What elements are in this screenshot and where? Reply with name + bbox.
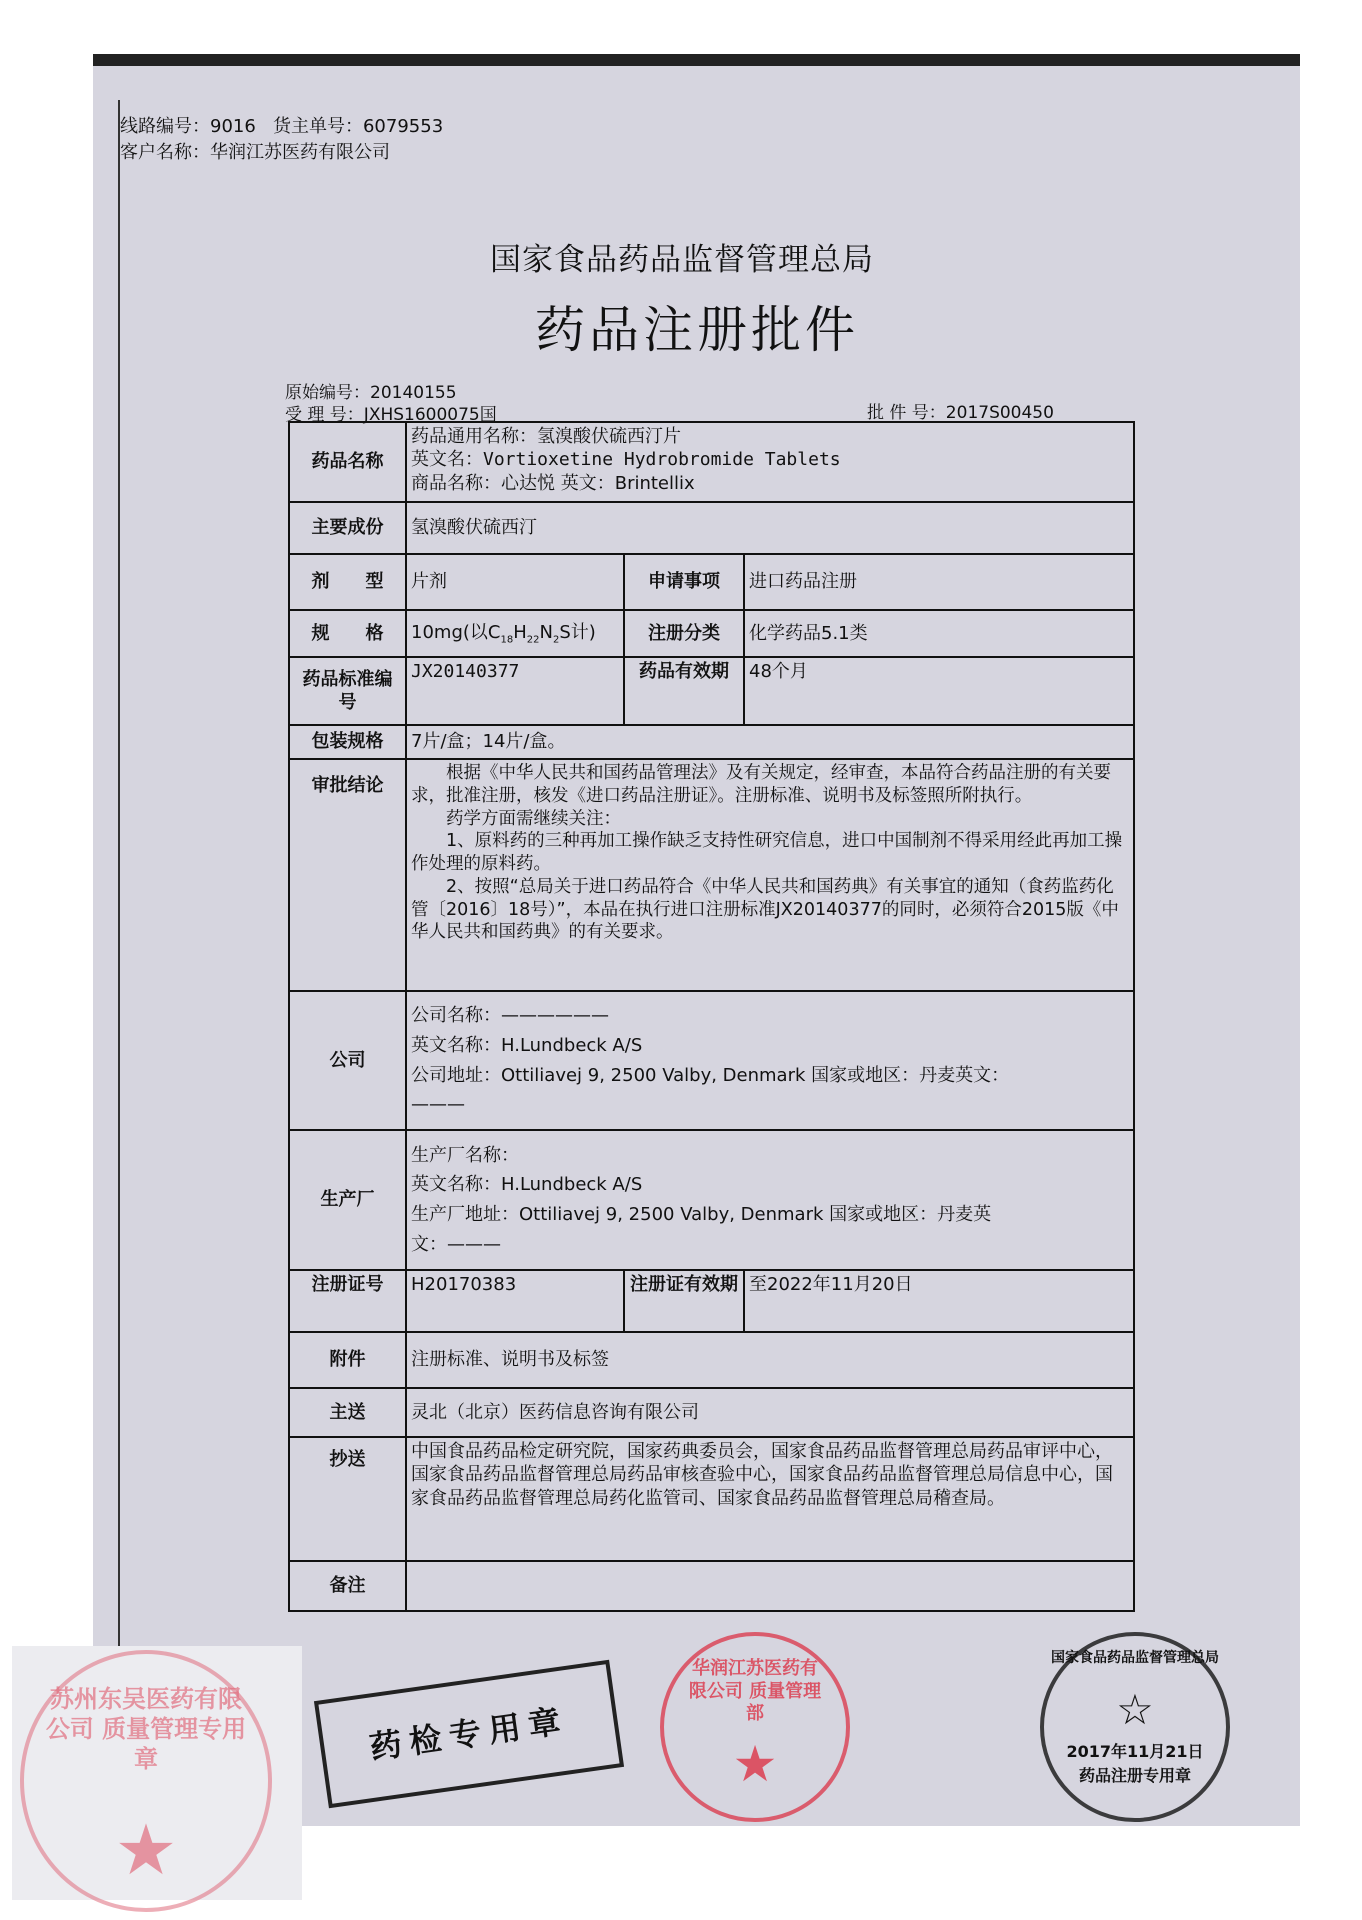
manufacturer-label: 生产厂: [289, 1130, 406, 1270]
official-registration-seal: 国家食品药品监督管理总局 ☆ 2017年11月21日 药品注册专用章: [1040, 1632, 1230, 1822]
star-icon: ★: [732, 1735, 778, 1793]
table-row: [289, 1130, 1134, 1270]
company-address: 公司地址：Ottiliavej 9, 2500 Valby, Denmark 国家或地区：丹麦英文：: [411, 1064, 1010, 1086]
original-number: 原始编号：20140155: [285, 383, 457, 403]
main-recipient-label: 主送: [289, 1388, 406, 1437]
manufacturer-address-cont: 文：———: [411, 1233, 501, 1255]
spec-label: 规 格: [289, 610, 406, 657]
acceptance-number: 受 理 号：JXHS1600075国: [285, 405, 497, 425]
table-row: [289, 657, 1134, 725]
cc-value: 中国食品药品检定研究院，国家药典委员会，国家食品药品监督管理总局药品审评中心，国家食品药品监督管理总局药品审核查验中心，国家食品药品监督管理总局信息中心，国家食品药品监督管理总局药化监管司、国家食品药品监督管理总局稽查局。: [406, 1437, 1134, 1561]
validity-label: 药品有效期: [624, 657, 744, 725]
standard-label: 药品标准编号: [289, 657, 406, 725]
main-recipient-value: 灵北（北京）医药信息咨询有限公司: [406, 1388, 1134, 1437]
registration-table: [288, 421, 1135, 1612]
table-row: [289, 759, 1134, 991]
attachment-value: 注册标准、说明书及标签: [406, 1332, 1134, 1388]
conclusion-paragraph: 1、原料药的三种再加工操作缺乏支持性研究信息，进口中国制剂不得采用经此再加工操作处理的原料药。: [411, 831, 1123, 874]
scan-edge-bar: [93, 54, 1300, 66]
quality-management-seal: 苏州东吴医药有限公司 质量管理专用章 ★: [20, 1650, 272, 1912]
table-row: [289, 725, 1134, 759]
generic-name: 药品通用名称：氢溴酸伏硫西汀片: [411, 426, 681, 447]
document-title: 药品注册批件: [535, 301, 859, 359]
package-value: 7片/盒；14片/盒。: [406, 725, 1134, 759]
category-label: 注册分类: [624, 610, 744, 657]
company-cn-name: 公司名称：——————: [411, 1005, 609, 1027]
cert-validity-label: 注册证有效期: [624, 1270, 744, 1332]
company-address-cont: ———: [411, 1094, 465, 1116]
ingredient-label: 主要成份: [289, 502, 406, 554]
table-row: [289, 502, 1134, 554]
inspection-stamp: 药检专用章: [314, 1660, 624, 1808]
star-icon: ☆: [1116, 1685, 1154, 1734]
customer-name: 客户名称：华润江苏医药有限公司: [120, 142, 390, 163]
category-value: 化学药品5.1类: [744, 610, 1134, 657]
table-row: [289, 1332, 1134, 1388]
remark-value: [406, 1561, 1134, 1611]
ingredient-value: 氢溴酸伏硫西汀: [406, 502, 1134, 554]
table-row: [289, 1561, 1134, 1611]
cert-validity-value: 至2022年11月20日: [744, 1270, 1134, 1332]
dosage-form-value: 片剂: [406, 554, 624, 610]
cert-number-label: 注册证号: [289, 1270, 406, 1332]
margin-line: [118, 100, 120, 1720]
table-row: [289, 1437, 1134, 1561]
manufacturer-address: 生产厂地址：Ottiliavej 9, 2500 Valby, Denmark 国家或地区：丹麦英: [411, 1204, 992, 1225]
cc-label: 抄送: [289, 1437, 406, 1561]
standard-value: JX20140377: [406, 657, 624, 725]
agency-title: 国家食品药品监督管理总局: [490, 242, 874, 278]
table-row: [289, 422, 1134, 502]
table-row: [289, 610, 1134, 657]
table-row: [289, 1270, 1134, 1332]
application-value: 进口药品注册: [744, 554, 1134, 610]
star-icon: ★: [114, 1809, 178, 1891]
conclusion-paragraph: 2、按照“总局关于进口药品符合《中华人民共和国药典》有关事宜的通知（食药监药化管〔2016〕18号）”，本品在执行进口注册标准JX20140377的同时，必须符合2015版《中华人民共和国药典》的有关要求。: [411, 876, 1119, 943]
package-label: 包装规格: [289, 725, 406, 759]
application-label: 申请事项: [624, 554, 744, 610]
english-name: 英文名：Vortioxetine Hydrobromide Tablets: [411, 449, 841, 471]
spec-value: 10mg(以$C_{18}H_{22}N_2S$计): [406, 610, 624, 657]
manufacturer-cn-name: 生产厂名称：: [411, 1144, 519, 1166]
manufacturer-en-name: 英文名称：H.Lundbeck A/S: [411, 1174, 643, 1196]
company-label: 公司: [289, 991, 406, 1130]
attachment-label: 附件: [289, 1332, 406, 1388]
quality-dept-seal: 华润江苏医药有限公司 质量管理部 ★: [660, 1632, 850, 1822]
cert-number-value: H20170383: [406, 1270, 624, 1332]
drug-name-label: 药品名称: [289, 422, 406, 502]
conclusion-label: 审批结论: [289, 759, 406, 991]
shipper-number: 货主单号：6079553: [272, 116, 444, 137]
table-row: [289, 1388, 1134, 1437]
conclusion-paragraph: 药学方面需继续关注：: [446, 808, 621, 829]
table-row: [289, 991, 1134, 1130]
conclusion-paragraph: 根据《中华人民共和国药品管理法》及有关规定，经审查，本品符合药品注册的有关要求，批准注册，核发《进口药品注册证》。注册标准、说明书及标签照所附执行。: [411, 763, 1111, 806]
trade-name: 商品名称：心达悦 英文：Brintellix: [411, 472, 695, 494]
remark-label: 备注: [289, 1561, 406, 1611]
dosage-form-label: 剂 型: [289, 554, 406, 610]
company-en-name: 英文名称：H.Lundbeck A/S: [411, 1034, 643, 1056]
route-number: 线路编号：9016 货主单号：6079553: [120, 116, 444, 137]
table-row: [289, 554, 1134, 610]
approval-number: 批 件 号：2017S00450: [867, 403, 1054, 423]
validity-value: 48个月: [744, 657, 1134, 725]
